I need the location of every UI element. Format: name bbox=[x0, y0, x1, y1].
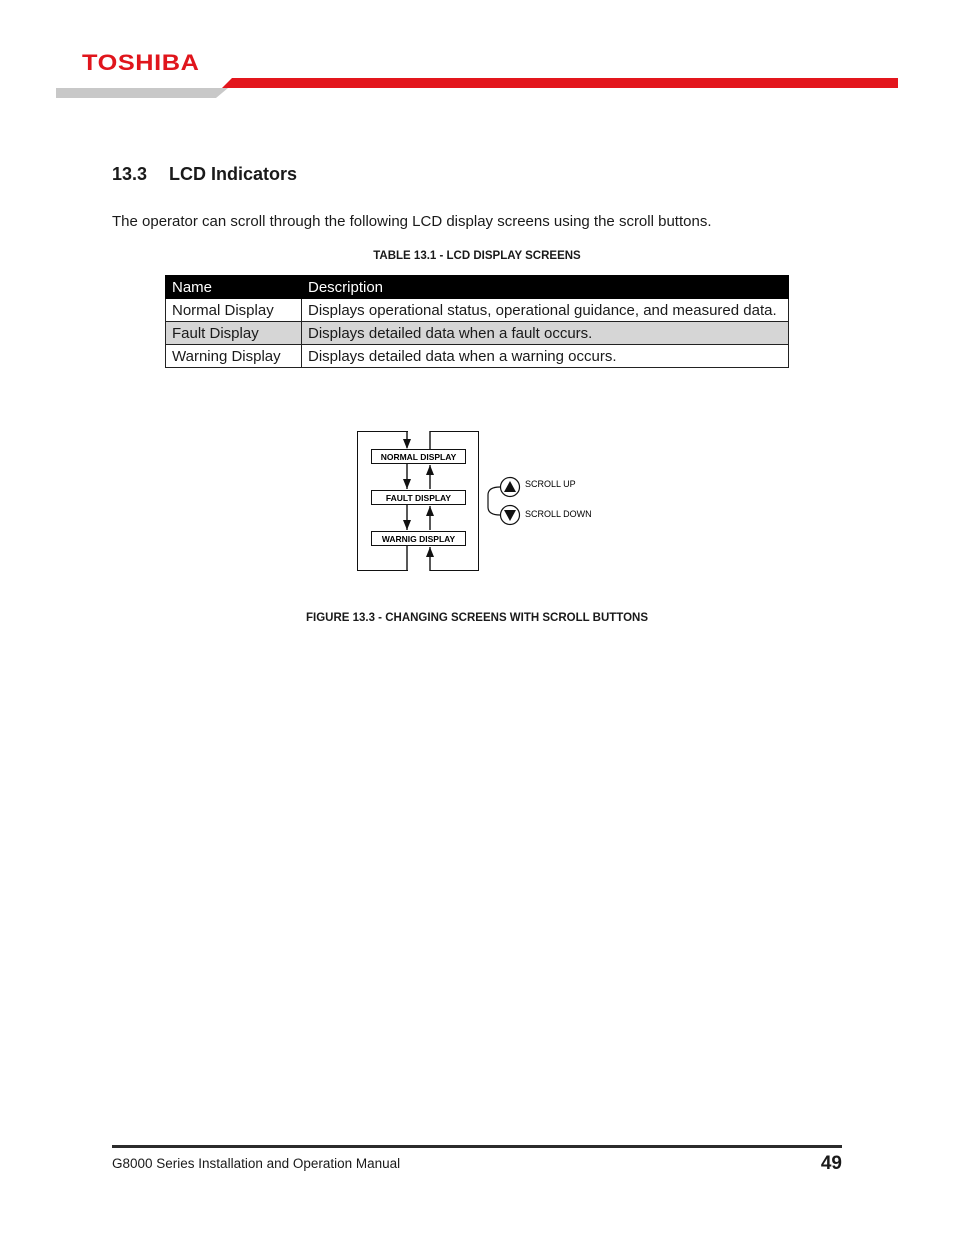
row-description: Displays detailed data when a warning occurs. bbox=[302, 345, 789, 368]
footer-manual-title: G8000 Series Installation and Operation Manual bbox=[112, 1156, 401, 1171]
header-description: Description bbox=[302, 276, 789, 299]
footer-rule bbox=[112, 1145, 842, 1148]
header-name: Name bbox=[166, 276, 302, 299]
table-row bbox=[166, 299, 789, 322]
row-name: Warning Display bbox=[166, 345, 302, 368]
table-row bbox=[166, 322, 789, 345]
header-red-band bbox=[222, 78, 898, 88]
warning-display-label: WARNIG DISPLAY bbox=[381, 534, 456, 544]
scroll-up-label: SCROLL UP bbox=[525, 479, 576, 489]
table-caption: TABLE 13.1 - LCD DISPLAY SCREENS bbox=[373, 250, 581, 262]
scroll-up-icon bbox=[501, 478, 520, 497]
scroll-down-label: SCROLL DOWN bbox=[525, 509, 592, 519]
row-description: Displays operational status, operational guidance, and measured data. bbox=[302, 299, 789, 322]
header-gray-band bbox=[56, 88, 228, 98]
figure-caption: FIGURE 13.3 - CHANGING SCREENS WITH SCROLL BUTTONS bbox=[305, 612, 649, 624]
scroll-down-icon bbox=[501, 506, 520, 525]
table-row bbox=[166, 345, 789, 368]
row-description: Displays detailed data when a fault occurs. bbox=[302, 322, 789, 345]
table-header-row bbox=[166, 276, 789, 299]
toshiba-logo: TOSHIBA bbox=[82, 50, 200, 75]
page-number: 49 bbox=[820, 1153, 842, 1174]
normal-display-label: NORMAL DISPLAY bbox=[380, 452, 457, 462]
row-name: Fault Display bbox=[166, 322, 302, 345]
lcd-screens-table bbox=[165, 275, 789, 368]
scroll-bracket bbox=[488, 487, 500, 515]
row-name: Normal Display bbox=[166, 299, 302, 322]
section-number: 13.3 bbox=[112, 164, 148, 184]
intro-paragraph: The operator can scroll through the following LCD display screens using the scroll buttons. bbox=[112, 213, 712, 230]
section-heading bbox=[112, 164, 297, 185]
scroll-diagram bbox=[340, 425, 620, 580]
fault-display-label: FAULT DISPLAY bbox=[385, 493, 452, 503]
section-title: LCD Indicators bbox=[169, 164, 298, 184]
